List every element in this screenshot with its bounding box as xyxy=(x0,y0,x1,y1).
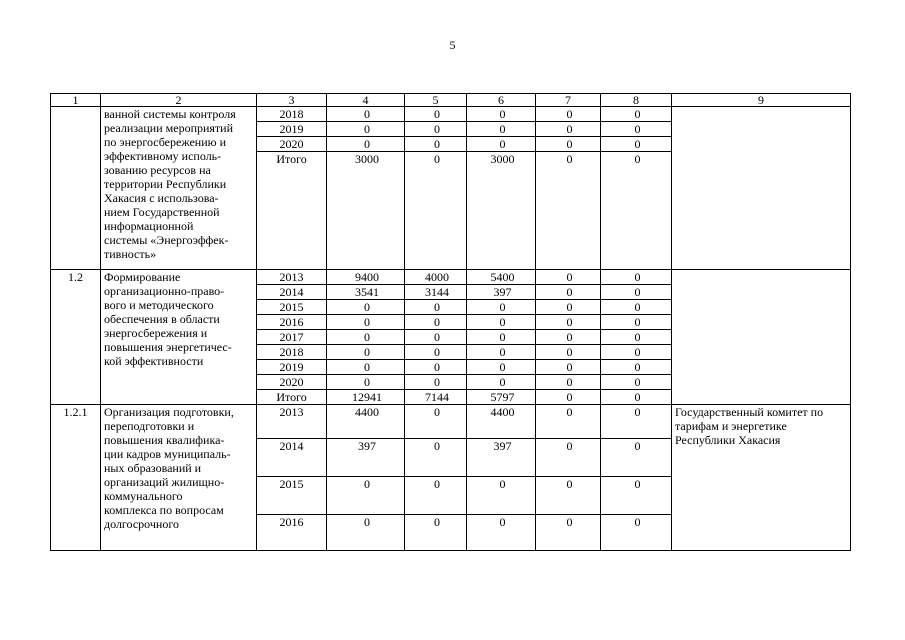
value-cell: 0 xyxy=(536,405,601,439)
value-cell: 0 xyxy=(536,515,601,551)
value-cell: 0 xyxy=(536,137,601,152)
header-cell: 9 xyxy=(672,94,851,107)
value-cell: 0 xyxy=(467,107,536,122)
year-cell: 2016 xyxy=(257,515,327,551)
value-cell: 0 xyxy=(601,477,672,515)
table-row xyxy=(51,405,851,439)
year-cell: 2013 xyxy=(257,405,327,439)
value-cell: 7144 xyxy=(405,390,467,405)
header-row xyxy=(51,94,851,107)
value-cell: 0 xyxy=(601,330,672,345)
value-cell: 0 xyxy=(467,122,536,137)
header-cell: 8 xyxy=(601,94,672,107)
item-number-cell xyxy=(51,107,101,270)
value-cell: 0 xyxy=(601,375,672,390)
value-cell: 0 xyxy=(601,315,672,330)
value-cell: 0 xyxy=(536,315,601,330)
measure-name-cell: ванной системы контроля реализации мероприятий по энергосбережению и эффективному исполь- зованию ресурсов на территории Республики Хакасия с использова- нием Государственной информационной системы «Энергоэффек- тивность» xyxy=(101,107,257,270)
value-cell: 0 xyxy=(601,285,672,300)
value-cell: 397 xyxy=(467,285,536,300)
value-cell: 0 xyxy=(536,300,601,315)
value-cell: 0 xyxy=(601,345,672,360)
value-cell: 0 xyxy=(601,152,672,270)
year-cell: 2020 xyxy=(257,137,327,152)
value-cell: 0 xyxy=(536,477,601,515)
value-cell: 0 xyxy=(601,439,672,477)
value-cell: 5797 xyxy=(467,390,536,405)
year-cell: 2018 xyxy=(257,107,327,122)
header-cell: 7 xyxy=(536,94,601,107)
value-cell: 0 xyxy=(536,152,601,270)
year-cell: 2015 xyxy=(257,477,327,515)
item-number-cell: 1.2 xyxy=(51,270,101,405)
value-cell: 0 xyxy=(405,515,467,551)
value-cell: 0 xyxy=(405,152,467,270)
value-cell: 0 xyxy=(536,330,601,345)
header-cell: 6 xyxy=(467,94,536,107)
value-cell: 3541 xyxy=(327,285,405,300)
header-cell: 1 xyxy=(51,94,101,107)
value-cell: 0 xyxy=(601,300,672,315)
program-table-wrapper xyxy=(50,93,851,551)
value-cell: 0 xyxy=(405,345,467,360)
value-cell: 0 xyxy=(601,515,672,551)
value-cell: 0 xyxy=(601,390,672,405)
value-cell: 0 xyxy=(405,122,467,137)
value-cell: 0 xyxy=(601,270,672,285)
value-cell: 0 xyxy=(405,439,467,477)
value-cell: 0 xyxy=(327,477,405,515)
value-cell: 3000 xyxy=(327,152,405,270)
total-label-cell: Итого xyxy=(257,390,327,405)
value-cell: 9400 xyxy=(327,270,405,285)
value-cell: 0 xyxy=(536,270,601,285)
year-cell: 2018 xyxy=(257,345,327,360)
value-cell: 0 xyxy=(405,137,467,152)
value-cell: 0 xyxy=(405,360,467,375)
value-cell: 5400 xyxy=(467,270,536,285)
value-cell: 0 xyxy=(327,300,405,315)
value-cell: 0 xyxy=(467,477,536,515)
header-cell: 3 xyxy=(257,94,327,107)
value-cell: 0 xyxy=(601,107,672,122)
table-row xyxy=(51,107,851,122)
value-cell: 0 xyxy=(536,285,601,300)
value-cell: 3144 xyxy=(405,285,467,300)
value-cell: 0 xyxy=(327,122,405,137)
year-cell: 2016 xyxy=(257,315,327,330)
value-cell: 0 xyxy=(601,137,672,152)
program-table xyxy=(50,93,851,551)
agency-cell xyxy=(672,270,851,405)
value-cell: 0 xyxy=(467,330,536,345)
value-cell: 0 xyxy=(327,137,405,152)
value-cell: 0 xyxy=(405,107,467,122)
value-cell: 0 xyxy=(405,330,467,345)
value-cell: 0 xyxy=(536,107,601,122)
value-cell: 0 xyxy=(327,330,405,345)
value-cell: 0 xyxy=(536,122,601,137)
value-cell: 0 xyxy=(536,390,601,405)
value-cell: 0 xyxy=(327,315,405,330)
value-cell: 0 xyxy=(601,405,672,439)
value-cell: 4400 xyxy=(467,405,536,439)
value-cell: 0 xyxy=(327,107,405,122)
value-cell: 0 xyxy=(405,477,467,515)
value-cell: 0 xyxy=(536,345,601,360)
value-cell: 0 xyxy=(405,375,467,390)
value-cell: 0 xyxy=(405,315,467,330)
measure-name-cell: Формирование организационно-право- вого и методического обеспечения в области энергосбережения и повышения энергетичес- кой эффективности xyxy=(101,270,257,405)
total-label-cell: Итого xyxy=(257,152,327,270)
year-cell: 2015 xyxy=(257,300,327,315)
value-cell: 0 xyxy=(405,405,467,439)
year-cell: 2020 xyxy=(257,375,327,390)
value-cell: 0 xyxy=(467,345,536,360)
header-cell: 5 xyxy=(405,94,467,107)
value-cell: 0 xyxy=(536,360,601,375)
agency-cell xyxy=(672,107,851,270)
year-cell: 2014 xyxy=(257,439,327,477)
value-cell: 0 xyxy=(467,375,536,390)
value-cell: 0 xyxy=(536,439,601,477)
value-cell: 0 xyxy=(601,360,672,375)
year-cell: 2017 xyxy=(257,330,327,345)
value-cell: 397 xyxy=(327,439,405,477)
table-row xyxy=(51,270,851,285)
year-cell: 2014 xyxy=(257,285,327,300)
value-cell: 0 xyxy=(327,360,405,375)
year-cell: 2019 xyxy=(257,360,327,375)
value-cell: 0 xyxy=(327,345,405,360)
page-number: 5 xyxy=(449,38,456,52)
value-cell: 12941 xyxy=(327,390,405,405)
value-cell: 0 xyxy=(467,515,536,551)
value-cell: 4000 xyxy=(405,270,467,285)
value-cell: 4400 xyxy=(327,405,405,439)
year-cell: 2019 xyxy=(257,122,327,137)
value-cell: 0 xyxy=(601,122,672,137)
value-cell: 397 xyxy=(467,439,536,477)
value-cell: 0 xyxy=(467,315,536,330)
value-cell: 3000 xyxy=(467,152,536,270)
value-cell: 0 xyxy=(467,360,536,375)
value-cell: 0 xyxy=(467,137,536,152)
year-cell: 2013 xyxy=(257,270,327,285)
agency-cell: Государственный комитет по тарифам и энергетике Республики Хакасия xyxy=(672,405,851,551)
value-cell: 0 xyxy=(467,300,536,315)
value-cell: 0 xyxy=(327,515,405,551)
item-number-cell: 1.2.1 xyxy=(51,405,101,551)
value-cell: 0 xyxy=(405,300,467,315)
value-cell: 0 xyxy=(536,375,601,390)
header-cell: 4 xyxy=(327,94,405,107)
value-cell: 0 xyxy=(327,375,405,390)
measure-name-cell: Организация подготовки, переподготовки и повышения квалифика- ции кадров муниципаль- ных образований и организаций жилищно- коммунального комплекса по вопросам долгосрочного xyxy=(101,405,257,551)
header-cell: 2 xyxy=(101,94,257,107)
